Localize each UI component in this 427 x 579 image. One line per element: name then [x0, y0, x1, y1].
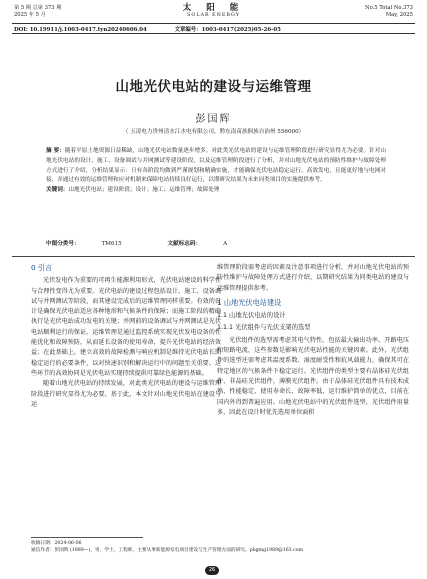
- doc-code-label: 文献标志码：: [167, 241, 202, 247]
- date-en: May, 2025: [385, 12, 413, 18]
- abstract: [46, 147, 386, 196]
- abstract-divider: [12, 256, 415, 257]
- header-issue-info-en: [365, 5, 413, 19]
- intro-heading: 0 引言: [31, 263, 53, 272]
- issue-cn: 第 5 期 总第 373 期: [14, 5, 62, 11]
- footnote: [31, 540, 411, 554]
- keywords: 山地光伏电站；建设阶段；设计；施工；运维管理；故障处理: [68, 187, 220, 194]
- clc-code: TM615: [101, 241, 122, 247]
- article-number: 文章编号：1003-0417(2025)05-26-05: [174, 27, 281, 33]
- author-affiliation: （ 五凌电力贵州清水江水电有限公司，黔东南苗族侗族自治州 556000）: [122, 129, 305, 135]
- article-title: 山地光伏电站的建设与运维管理: [115, 79, 312, 95]
- doi: DOI: 10.19911/j.1003-0417.tyn20240606.04: [14, 27, 147, 33]
- page-number: 26: [205, 566, 219, 575]
- header-divider: [12, 23, 415, 24]
- intro-paragraph-1: 光伏发电作为重要的可再生能源利用形式，光伏电站建设的科学性与合理性变得尤为重要。光伏电站的建设过程包括设计、施工、设备调试与并网测试等阶段，而其建设完成后的运维管理同样重要。有效的设计是确保光伏电站适应各种地形和气候条件的保障；而施工阶段的精确执行是光伏电站成功发电的关键；并网前的设备调试与并网测试是光伏电站顺利运行的保证。运维管理是通过监控系统实现光伏发电设备的性能优化和故障预防，从而延长设备的使用寿命，提升光伏电站的经济效益；在此基础上，建立高效的故障检测与响应机制是维持光伏电站长期稳定运行的必要条件，以对快速识别和解决运行中的问题至关重要。这些环节的高效协同是光伏电站实现持续提供可靠绿色能源的基础。: [31, 277, 221, 377]
- author-bio: 通信作者：彭国辉 (1989—)，男，学士，工程师，主要从事新能源发电项目建设与生产管理方面的研究。pbgmg1989@163.com: [31, 548, 304, 553]
- intro-paragraph-2: 随着山地光伏电站的持续发展，对此类光伏电站的建设与运维管理阶段进行研究显得尤为必要。基于此，本文针对山地光伏电站在建设与运: [31, 380, 221, 408]
- doi-divider: [12, 33, 415, 34]
- journal-masthead: [0, 3, 427, 19]
- doc-code: A: [223, 241, 228, 247]
- keywords-label: 关键词：: [46, 187, 69, 194]
- author-name: 彭国辉: [195, 114, 232, 125]
- classification-row: [46, 239, 271, 247]
- body-column-right: [217, 263, 409, 418]
- date-cn: 2025 年 5 月: [14, 12, 46, 18]
- abstract-text: 随着平原土地资源日益稀缺，山地光伏电站数量逐步增多。对此类光伏电站的建设与运维管理阶段进行研究显得尤为必要。针对山地光伏电站的设计、施工、设备调试与并网测试等建设阶段，以及运维管理阶段进行了分析，并对山地光伏电站的预防性维护与故障处理方式进行了介绍，分析结果显示：只有各阶段均做到严谨规划和精确实施，才能确保光伏电站稳定运行、高效发电，且能更好地与电网对接，并通过有效的运维管理和应对机制来保障电站持续良好运行，以期研究结果为未来同类项目的实施提供参考。: [46, 148, 386, 184]
- body-column-left: [31, 263, 221, 410]
- section-1-1-heading: 1.1 山地光伏电站的设计: [217, 312, 286, 320]
- journal-name-cn: 太 阳 能: [182, 3, 245, 13]
- section-1-1-1-paragraph: 光伏组件的选型需考虑其电气特性，包括最大输出功率、开路电压和短路电流，这些参数是影响光伏电站性能的关键因素。此外，光伏组件的选型还需考虑其温度系数、湿度耐受性和抗风载能力，确保其可在特定地区的气候条件下稳定运行。光伏组件的类型主要有晶体硅光伏组件、非晶硅光伏组件、薄膜光伏组件。由于晶体硅光伏组件具有技术成熟、性能稳定、使用寿命长、故障率低、运行维护简单的优点，目前在国内外得到普遍应用。山地光伏电站中的光伏组件选型，光伏组件用量多，因此在设计时优先选用单位面积: [217, 336, 409, 416]
- journal-name-en: SOLAR ENERGY: [187, 13, 240, 18]
- received-date: 收稿日期：2024-06-06: [31, 541, 82, 546]
- doi-line: [14, 25, 414, 33]
- abstract-label: 摘 要：: [46, 148, 65, 154]
- issue-en: No.5 Total No.373: [365, 5, 413, 11]
- intro-paragraph-continued: 维管理阶段需考虑的因素及注意事项进行分析，并对山地光伏电站的预防性维护与故障处理方式进行介绍，以期研究结果为同类电站的建设与运维管理提供参考。: [217, 264, 409, 292]
- footnote-divider: [31, 537, 143, 538]
- section-1-1-1-heading: 1.1.1 光伏组件与光伏支架的选型: [217, 324, 311, 332]
- section-1-heading: 1 山地光伏电站建设: [217, 297, 282, 307]
- clc-label: 中图分类号：: [46, 241, 80, 247]
